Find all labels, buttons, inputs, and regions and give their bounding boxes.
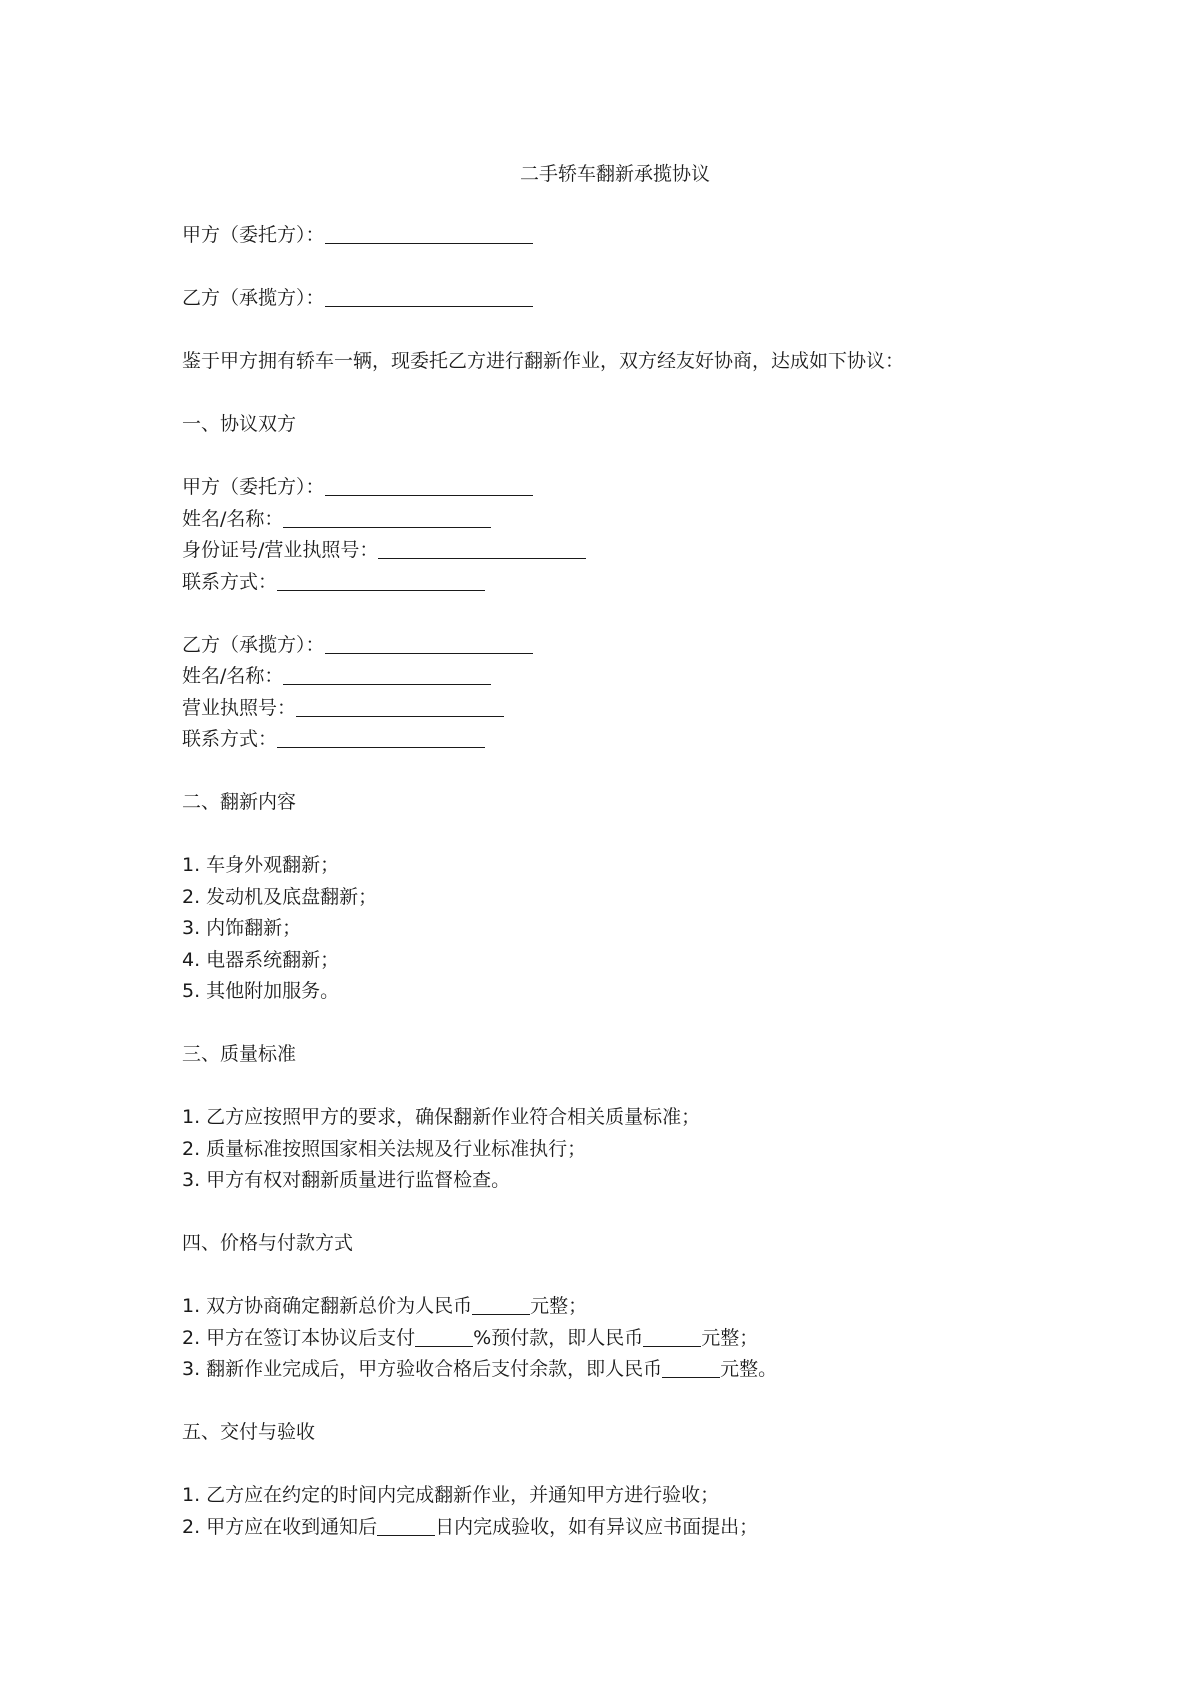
list-item: 1. 车身外观翻新； — [182, 854, 340, 876]
section-4-heading: 四、价格与付款方式 — [182, 1232, 354, 1254]
section-3-heading: 三、质量标准 — [182, 1043, 297, 1065]
s1-party-b-name-label: 姓名/名称： — [182, 665, 284, 687]
party-b-header-line — [182, 283, 1032, 315]
section-1-heading: 一、协议双方 — [182, 413, 297, 435]
s4-item-2-text: 2. 甲方在签订本协议后支付 — [182, 1326, 416, 1349]
s1-party-a-id-label: 身份证号/营业执照号： — [182, 539, 379, 561]
s4-item-1-unit: 元整； — [530, 1295, 588, 1317]
party-a-blank[interactable] — [325, 223, 533, 244]
s4-item-3 — [182, 1354, 1032, 1386]
preamble: 鉴于甲方拥有轿车一辆，现委托乙方进行翻新作业，双方经友好协商，达成如下协议： — [182, 350, 905, 372]
s1-party-b-contact-blank[interactable] — [277, 727, 485, 748]
total-price-blank[interactable] — [472, 1294, 530, 1315]
s1-party-a-id-blank[interactable] — [378, 538, 586, 559]
s4-item-1 — [182, 1291, 1032, 1323]
s4-item-2-middle: %预付款，即人民币 — [473, 1326, 644, 1349]
acceptance-days-blank[interactable] — [377, 1515, 435, 1536]
list-item: 1. 乙方应按照甲方的要求，确保翻新作业符合相关质量标准； — [182, 1106, 701, 1128]
s4-item-3-text: 3. 翻新作业完成后，甲方验收合格后支付余款，即人民币 — [182, 1358, 663, 1380]
s1-party-a-contact-line — [182, 567, 1032, 599]
s1-party-b-line — [182, 630, 1032, 662]
s1-party-a-contact-label: 联系方式： — [182, 570, 278, 593]
list-item: 2. 质量标准按照国家相关法规及行业标准执行； — [182, 1137, 587, 1160]
balance-amount-blank[interactable] — [662, 1357, 720, 1378]
s1-party-b-label: 乙方（承揽方）： — [182, 633, 325, 656]
prepay-amount-blank[interactable] — [643, 1326, 701, 1347]
s1-party-a-blank[interactable] — [325, 475, 533, 496]
s1-party-a-name-label: 姓名/名称： — [182, 507, 284, 530]
s1-party-a-name-blank[interactable] — [283, 507, 491, 528]
s4-item-3-unit: 元整。 — [720, 1358, 778, 1380]
s1-party-b-name-line — [182, 661, 1032, 693]
document-title: 二手轿车翻新承揽协议 — [519, 163, 710, 185]
s1-party-b-contact-label: 联系方式： — [182, 728, 278, 750]
list-item: 5. 其他附加服务。 — [182, 980, 340, 1002]
list-item: 3. 内饰翻新； — [182, 917, 302, 939]
s5-item-2-rest: 日内完成验收，如有异议应书面提出； — [435, 1515, 759, 1538]
s1-party-b-name-blank[interactable] — [283, 664, 491, 685]
s1-party-a-id-line — [182, 535, 1032, 567]
s1-party-a-line — [182, 472, 1032, 504]
party-a-header-line — [182, 220, 1032, 252]
s1-party-b-blank[interactable] — [325, 633, 533, 654]
party-b-label: 乙方（承揽方）： — [182, 287, 325, 309]
prepay-percent-blank[interactable] — [415, 1326, 473, 1347]
section-5-heading: 五、交付与验收 — [182, 1421, 316, 1443]
s5-item-2-text: 2. 甲方应在收到通知后 — [182, 1515, 378, 1538]
s1-party-b-contact-line — [182, 724, 1032, 756]
list-item: 3. 甲方有权对翻新质量进行监督检查。 — [182, 1169, 511, 1191]
section-2-heading: 二、翻新内容 — [182, 791, 297, 813]
s5-item-2 — [182, 1512, 1032, 1544]
s1-party-b-license-line — [182, 693, 1032, 725]
party-a-label: 甲方（委托方）： — [182, 224, 325, 246]
s4-item-2-unit: 元整； — [701, 1326, 759, 1349]
document-body — [182, 220, 1032, 1543]
s1-party-a-name-line — [182, 504, 1032, 536]
s4-item-2 — [182, 1323, 1032, 1355]
s1-party-b-license-blank[interactable] — [296, 696, 504, 717]
s1-party-a-label: 甲方（委托方）： — [182, 476, 325, 498]
s1-party-b-license-label: 营业执照号： — [182, 696, 297, 719]
list-item: 1. 乙方应在约定的时间内完成翻新作业，并通知甲方进行验收； — [182, 1484, 720, 1506]
s1-party-a-contact-blank[interactable] — [277, 570, 485, 591]
s4-item-1-text: 1. 双方协商确定翻新总价为人民币 — [182, 1295, 473, 1317]
party-b-blank[interactable] — [325, 286, 533, 307]
list-item: 4. 电器系统翻新； — [182, 948, 340, 971]
list-item: 2. 发动机及底盘翻新； — [182, 885, 378, 908]
